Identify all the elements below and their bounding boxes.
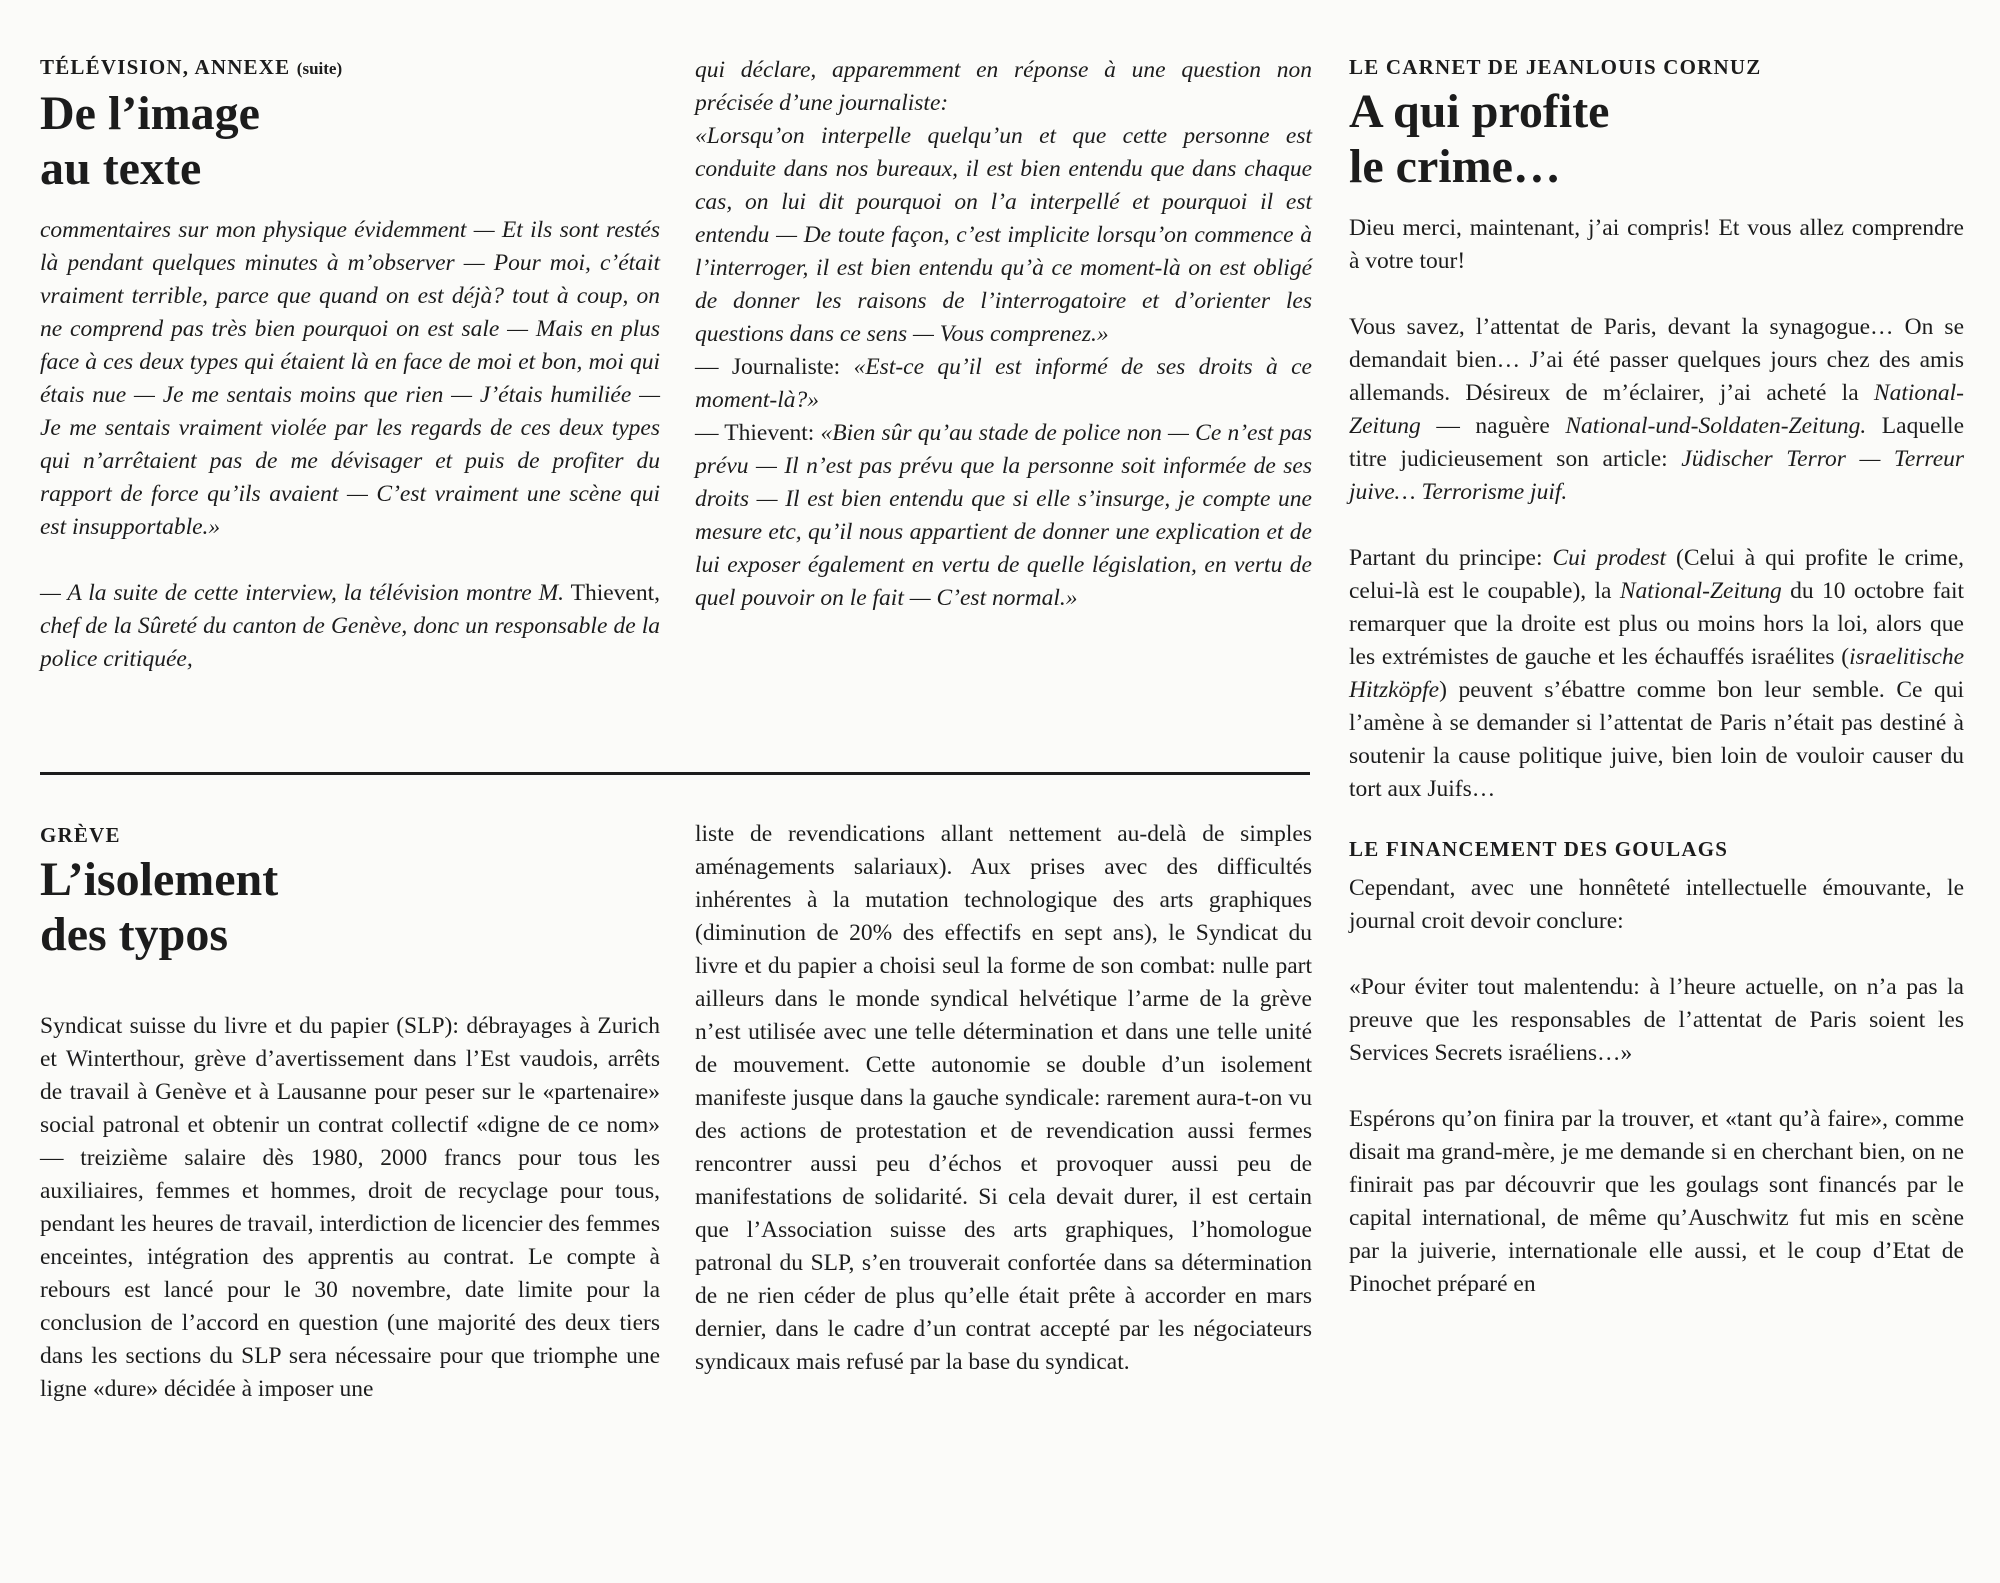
greve-paragraph-2: liste de revendications allant nettement au-delà de simples aménagements salariaux). Aux prises avec des difficultés inhérentes à la mutation technologique des arts graphiques (diminution de 20% des effectifs en sept ans), le Syndicat du livre et du papier a choisi seul la forme de son combat: nulle part ailleurs dans le monde syndical helvétique l’arme de la grève n’est utilisée avec une telle détermination et dans une telle unité de mouvement. Cette autonomie se double d’un isolement manifeste jusque dans la gauche syndicale: rarement aura-t-on vu des actions de protestation et de revendication aussi fermes rencontrer aussi peu d’échos et provoquer aussi peu de manifestations de solidarité. Si cela devait durer, il est certain que l’Association suisse des arts graphiques, l’homologue patronal du SLP, s’en trouverait confortée dans sa détermination de ne rien céder de plus qu’elle était prête à accorder en mars dernier, dans le cadre d’un contrat accepté par les négociateurs syndicaux mais refusé par la base du syndicat.: [695, 821, 1312, 1375]
tv-c2-journaliste: [695, 351, 1312, 417]
tv-c2-journaliste-text: «Est-ce qu’il est informé de ses droits à ce moment-là?»: [695, 354, 1312, 413]
carnet-title: [1349, 84, 1964, 194]
carnet-paragraph-5: «Pour éviter tout malentendu: à l’heure actuelle, on n’a pas la preuve que les responsables de l’attentat de Paris soient les Services Secrets israéliens…»: [1349, 974, 1964, 1066]
section-divider-rule: [40, 772, 1310, 775]
tv-c2-intro: qui déclare, apparemment en réponse à une question non précisée d’une journaliste:: [695, 57, 1312, 116]
tv-title: [40, 86, 660, 196]
greve-kicker: GRÈVE: [40, 823, 121, 847]
carnet-p3-i1: Cui prodest: [1552, 545, 1667, 571]
tv-p2-a: — A la suite de cette interview, la télévision montre M.: [40, 580, 565, 606]
carnet-p3-d: ) peuvent s’ébattre comme bon leur semble. Ce qui l’amène à se demander si l’attentat de Paris n’était pas destiné à soutenir la cause politique juive, bien loin de vouloir causer du tort aux Juifs…: [1349, 677, 1964, 802]
carnet-paragraph-4: Cependant, avec une honnêteté intellectuelle émouvante, le journal croit devoir conclure:: [1349, 875, 1964, 934]
carnet-article-column: [1349, 54, 1964, 1301]
tv-kicker-suite: (suite): [296, 59, 343, 78]
tv-c2-thievent-label: — Thievent:: [695, 420, 815, 446]
carnet-title-line-1: A qui profite: [1349, 85, 1610, 138]
tv-c2-thievent: [695, 417, 1312, 615]
tv-c2-quote-1: «Lorsqu’on interpelle quelqu’un et que cette personne est conduite dans nos bureaux, il est bien entendu que dans chaque cas, on lui dit pourquoi on l’a interpellé et pourquoi il est entendu — De toute façon, c’est implicite lorsqu’on commence à l’interroger, il est bien entendu qu’à ce moment-là on est obligé de donner les raisons de l’interrogatoire et d’orienter les questions dans ce sens — Vous comprenez.»: [695, 123, 1312, 347]
carnet-p3-i2: National-Zeitung: [1619, 578, 1782, 604]
carnet-kicker: LE CARNET DE JEANLOUIS CORNUZ: [1349, 55, 1762, 79]
carnet-p2-b: — naguère: [1436, 413, 1550, 439]
tv-p2-b: chef de la Sûreté du canton de Genève, donc un responsable de la police critiquée,: [40, 613, 660, 672]
carnet-p2-a: Vous savez, l’attentat de Paris, devant la synagogue… On se demandait bien… J’ai été passer quelques jours chez des amis allemands. Désireux de m’éclairer, j’ai acheté la: [1349, 314, 1964, 406]
greve-title-line-1: L’isolement: [40, 853, 279, 906]
carnet-p3-c: du 10 octobre fait remarquer que la droite est plus ou moins hors la loi, alors que les extrémistes de gauche et les échauffés israélites (: [1349, 578, 1965, 670]
carnet-paragraph-1: Dieu merci, maintenant, j’ai compris! Et vous allez comprendre à votre tour!: [1349, 215, 1964, 274]
carnet-paragraph-2: [1349, 311, 1964, 509]
tv-kicker: [40, 54, 660, 82]
tv-article-column-1: [40, 54, 660, 676]
tv-kicker-text: TÉLÉVISION, ANNEXE: [40, 55, 291, 79]
carnet-p3-i3: israelitische Hitzköpfe: [1349, 644, 1964, 703]
tv-paragraph-1: commentaires sur mon physique évidemment — Et ils sont restés là pendant quelques minutes à m’observer — Pour moi, c’était vraiment terrible, parce que quand on est déjà? tout à coup, on ne comprend pas très bien pourquoi on est sale — Mais en plus face à ces deux types qui étaient là en face de moi et bon, moi qui étais nue — Je me sentais moins que rien — J’étais humiliée — Je me sentais vraiment violée par les regards de ces deux types qui n’arrêtaient pas de me dévisager et puis de profiter du rapport de force qu’ils avaient — C’est vraiment une scène qui est insupportable.»: [40, 217, 660, 540]
tv-p2-name: Thievent,: [570, 580, 660, 606]
tv-paragraph-2: [40, 577, 660, 676]
tv-c2-thievent-text: «Bien sûr qu’au stade de police non — Ce n’est pas prévu — Il n’est pas prévu que la personne soit informée de ses droits — Il est bien entendu que si elle s’insurge, je compte une mesure etc, qu’il nous appartient de donner une explication et de lui exposer également en vertu de quelle législation, en vertu de quel pouvoir on le fait — C’est normal.»: [695, 420, 1312, 611]
carnet-paragraph-6: Espérons qu’on finira par la trouver, et «tant qu’à faire», comme disait ma grand-mère, je me demande si en cherchant bien, on ne finirait pas par découvrir que les goulags sont financés par le capital international, de même qu’Auschwitz fut mis en scène par la juiverie, internationale elle aussi, et le coup d’Etat de Pinochet préparé en: [1349, 1106, 1964, 1297]
carnet-paragraph-3: [1349, 542, 1964, 806]
tv-title-line-1: De l’image: [40, 87, 260, 140]
greve-paragraph-1: Syndicat suisse du livre et du papier (SLP): débrayages à Zurich et Winterthour, grève d’avertissement dans l’Est vaudois, arrêts de travail à Genève et à Lausanne pour peser sur le «partenaire» social patronal et obtenir un contrat collectif «digne de ce nom» — treizième salaire dès 1980, 2000 francs pour tous les auxiliaires, femmes et hommes, droit de recyclage pour tous, pendant les heures de travail, interdiction de licencier des femmes enceintes, intégration des apprentis au contrat. Le compte à rebours est lancé pour le 30 novembre, date limite pour la conclusion de l’accord en question (une majorité des deux tiers dans les sections du SLP sera nécessaire pour que triomphe une ligne «dure» décidée à imposer une: [40, 1013, 660, 1402]
tv-title-line-2: au texte: [40, 142, 202, 195]
carnet-p2-i2: National-und-Soldaten-Zeitung.: [1565, 413, 1867, 439]
greve-article-column-1: [40, 822, 660, 1406]
carnet-p3-b: (Celui à qui profite le crime, celui-là est le coupable), la: [1349, 545, 1965, 604]
tv-c2-journaliste-label: — Journaliste:: [695, 354, 841, 380]
greve-article-column-2: [695, 818, 1312, 1379]
greve-title-line-2: des typos: [40, 908, 229, 961]
carnet-p2-i3: Jüdischer Terror — Terreur juive… Terrorisme juif.: [1349, 446, 1965, 505]
tv-article-column-2: [695, 54, 1312, 615]
carnet-subhead: LE FINANCEMENT DES GOULAGS: [1349, 837, 1729, 861]
carnet-p3-a: Partant du principe:: [1349, 545, 1543, 571]
carnet-title-line-2: le crime…: [1349, 140, 1561, 193]
greve-title: [40, 852, 660, 962]
carnet-p2-c: Laquelle titre judicieusement son article:: [1349, 413, 1965, 472]
carnet-p2-i1: National-Zeitung: [1349, 380, 1965, 439]
